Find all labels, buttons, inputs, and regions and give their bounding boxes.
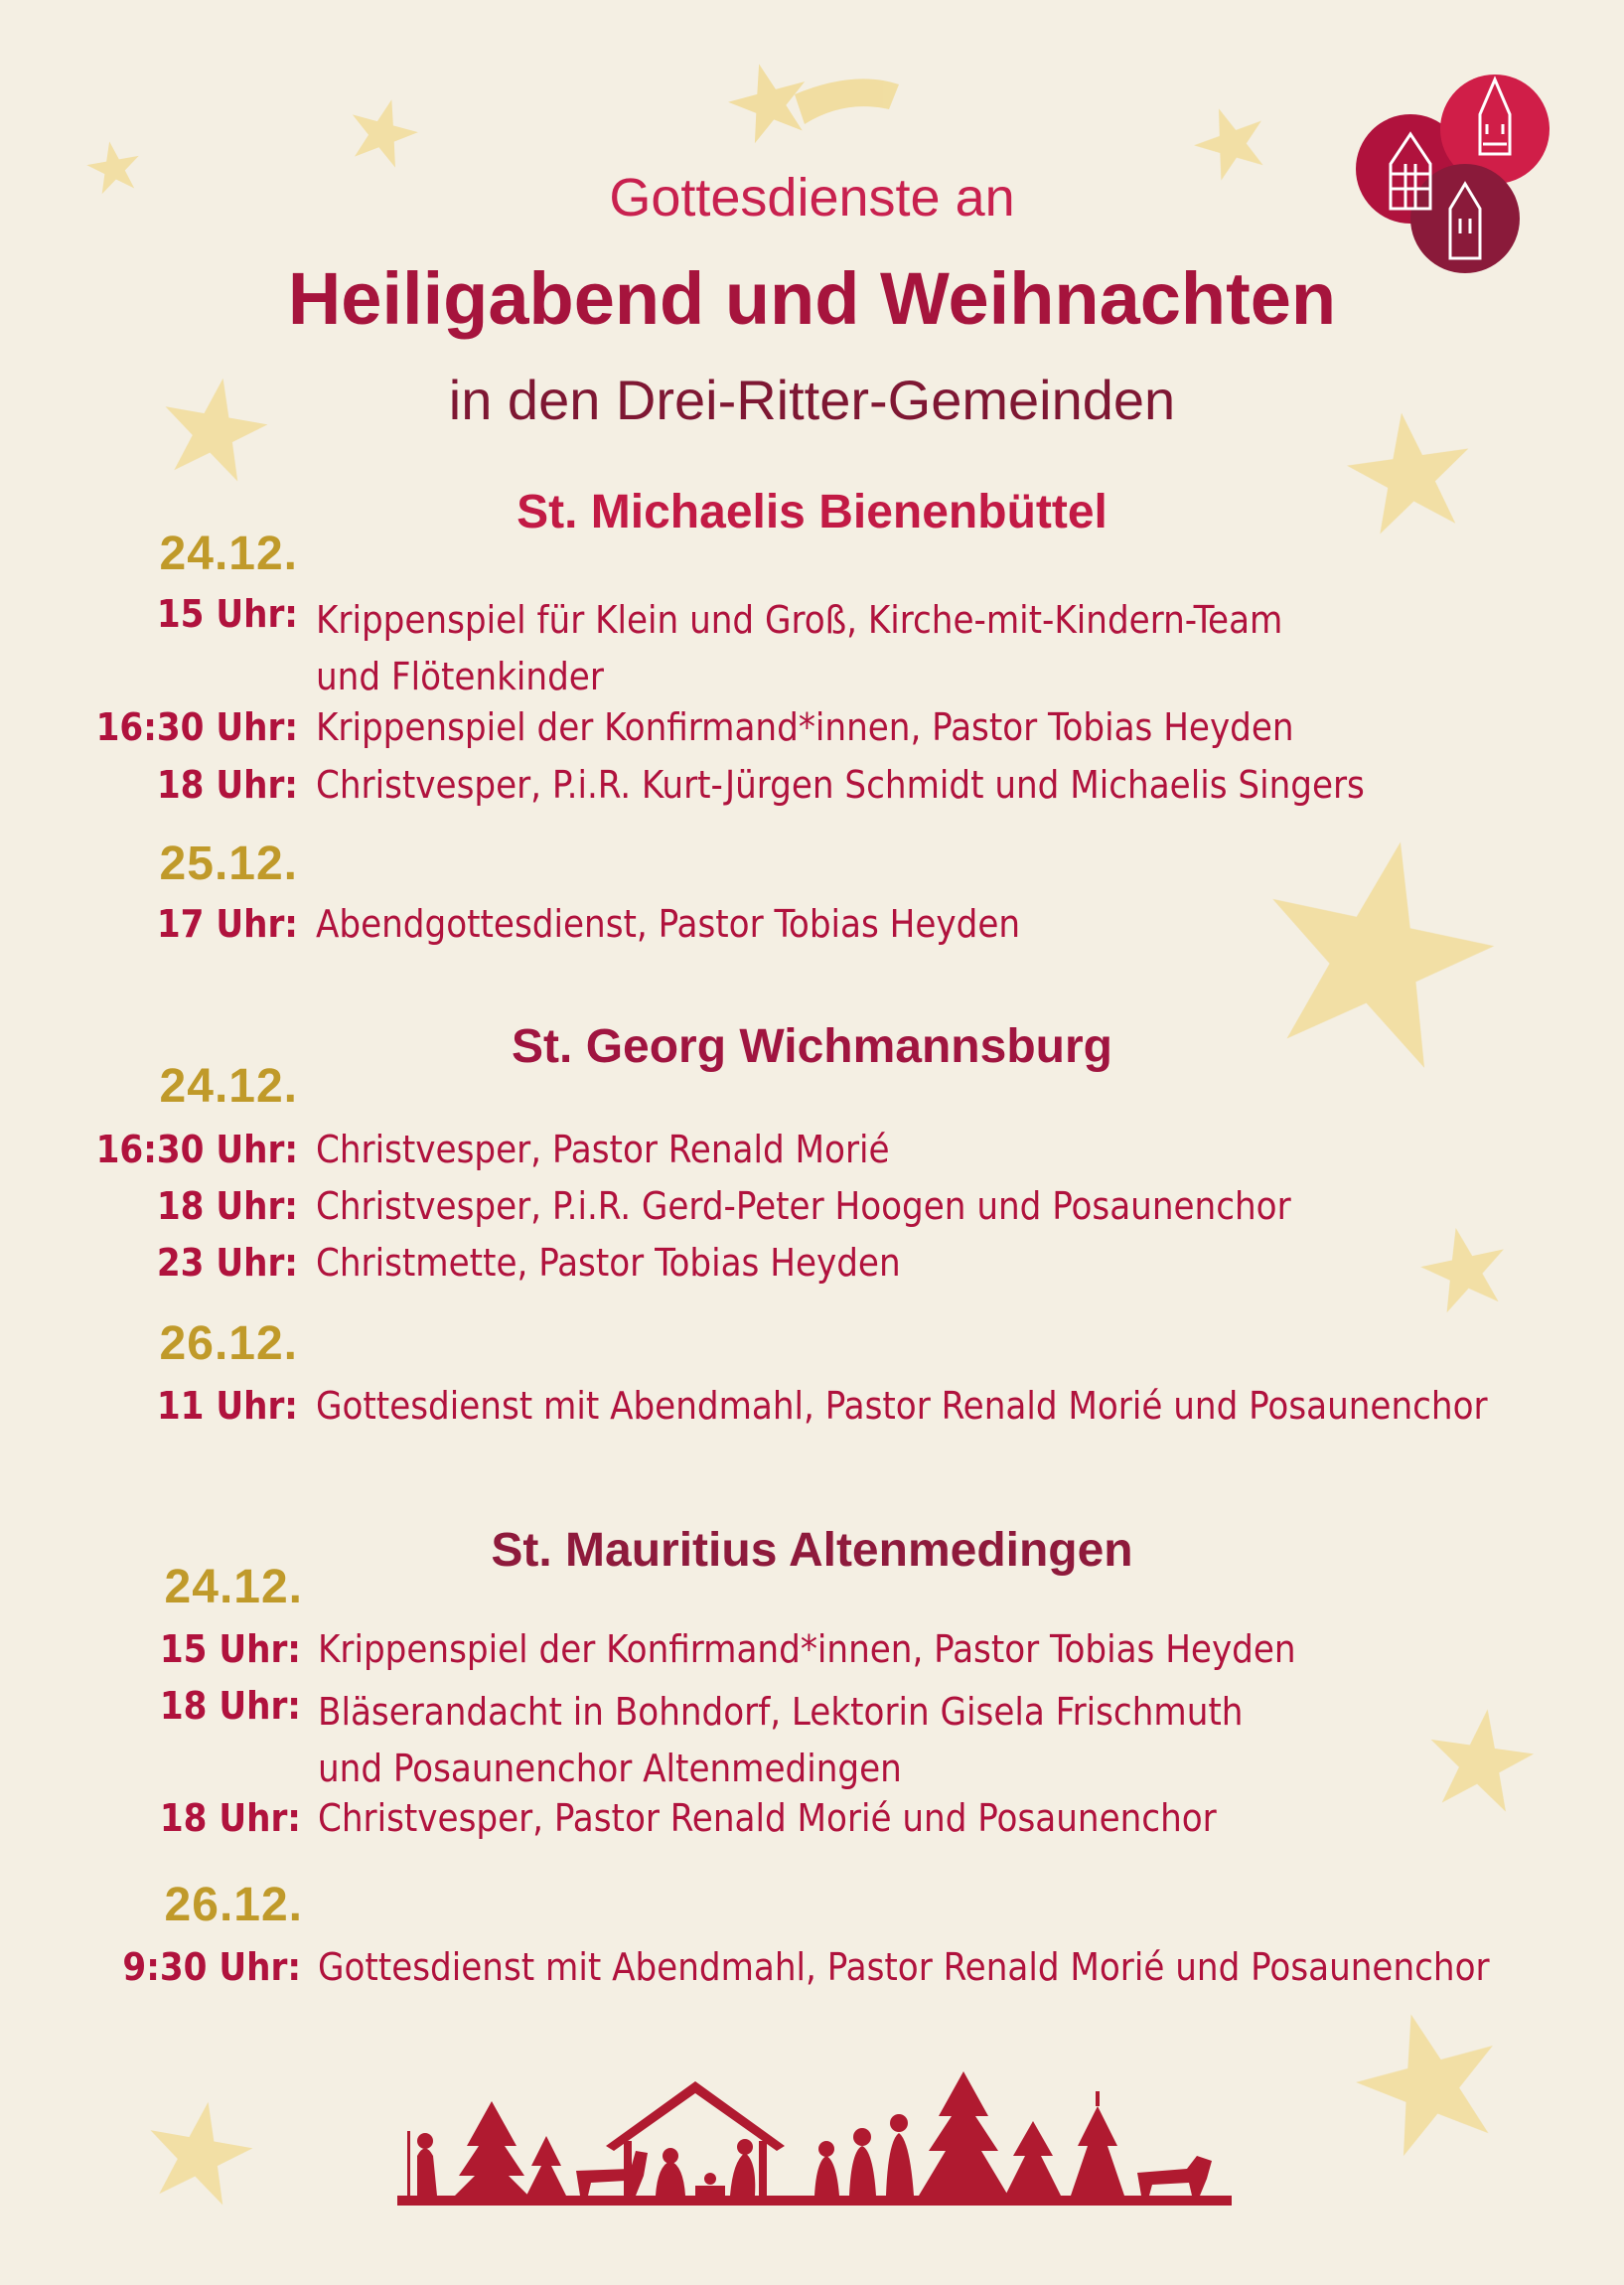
service-time: 23 Uhr: bbox=[156, 1241, 298, 1285]
description-line: Krippenspiel für Klein und Groß, Kirche-mit-Kindern-Team bbox=[316, 598, 1283, 642]
service-description bbox=[316, 592, 1557, 705]
description-line: Bläserandacht in Bohndorf, Lektorin Gisela Frischmuth bbox=[318, 1690, 1244, 1734]
service-time: 16:30 Uhr: bbox=[95, 705, 298, 749]
star-icon bbox=[342, 90, 424, 171]
service-time: 16:30 Uhr: bbox=[95, 1128, 298, 1171]
page-subtitle: in den Drei-Ritter-Gemeinden bbox=[448, 369, 1176, 431]
date-label: 24.12. bbox=[164, 1561, 303, 1613]
service-description: Christvesper, P.i.R. Kurt-Jürgen Schmidt und Michaelis Singers bbox=[316, 763, 1365, 807]
service-description bbox=[318, 1684, 1559, 1797]
description-line: und Posaunenchor Altenmedingen bbox=[318, 1747, 902, 1790]
church-heading-georg: St. Georg Wichmannsburg bbox=[512, 1020, 1112, 1073]
service-row bbox=[0, 1945, 1624, 2001]
church-heading-mauritius: St. Mauritius Altenmedingen bbox=[491, 1524, 1133, 1577]
service-row bbox=[0, 1627, 1624, 1683]
service-row bbox=[0, 1128, 1624, 1183]
star-icon bbox=[1343, 1996, 1515, 2163]
service-description: Gottesdienst mit Abendmahl, Pastor Renald Morié und Posaunenchor bbox=[316, 1384, 1488, 1428]
service-row bbox=[0, 592, 1624, 698]
date-label: 26.12. bbox=[159, 1317, 298, 1370]
service-time: 18 Uhr: bbox=[156, 763, 298, 807]
heading-intro: Gottesdienste an bbox=[609, 168, 1015, 228]
date-label: 25.12. bbox=[159, 838, 298, 890]
service-description: Gottesdienst mit Abendmahl, Pastor Renald Morié und Posaunenchor bbox=[318, 1945, 1490, 1989]
service-description: Krippenspiel der Konfirmand*innen, Pastor Tobias Heyden bbox=[318, 1627, 1296, 1671]
service-row bbox=[0, 902, 1624, 958]
service-description: Christvesper, Pastor Renald Morié bbox=[316, 1128, 890, 1171]
service-row bbox=[0, 1184, 1624, 1240]
service-time: 17 Uhr: bbox=[156, 902, 298, 946]
shooting-star-icon bbox=[721, 54, 899, 147]
service-row bbox=[0, 1384, 1624, 1440]
service-time: 15 Uhr: bbox=[159, 1627, 301, 1671]
service-description: Christvesper, Pastor Renald Morié und Posaunenchor bbox=[318, 1796, 1217, 1840]
service-description: Krippenspiel der Konfirmand*innen, Pastor Tobias Heyden bbox=[316, 705, 1294, 749]
nativity-silhouette-icon bbox=[397, 2061, 1232, 2210]
service-description: Christvesper, P.i.R. Gerd-Peter Hoogen und Posaunenchor bbox=[316, 1184, 1291, 1228]
star-icon bbox=[140, 2093, 259, 2209]
service-time: 15 Uhr: bbox=[156, 592, 298, 636]
date-label: 24.12. bbox=[159, 1060, 298, 1113]
service-time: 18 Uhr: bbox=[159, 1796, 301, 1840]
service-description: Abendgottesdienst, Pastor Tobias Heyden bbox=[316, 902, 1021, 946]
service-row bbox=[0, 1241, 1624, 1296]
church-heading-michaelis: St. Michaelis Bienenbüttel bbox=[517, 486, 1107, 538]
service-time: 18 Uhr: bbox=[156, 1184, 298, 1228]
service-time: 18 Uhr: bbox=[159, 1684, 301, 1728]
service-row bbox=[0, 763, 1624, 819]
service-row bbox=[0, 705, 1624, 761]
date-label: 26.12. bbox=[164, 1879, 303, 1931]
service-time: 9:30 Uhr: bbox=[122, 1945, 301, 1989]
service-row bbox=[0, 1796, 1624, 1852]
service-row bbox=[0, 1684, 1624, 1790]
page-title: Heiligabend und Weihnachten bbox=[287, 257, 1337, 340]
date-label: 24.12. bbox=[159, 528, 298, 580]
service-time: 11 Uhr: bbox=[156, 1384, 298, 1428]
description-line: und Flötenkinder bbox=[316, 655, 604, 698]
service-description: Christmette, Pastor Tobias Heyden bbox=[316, 1241, 901, 1285]
